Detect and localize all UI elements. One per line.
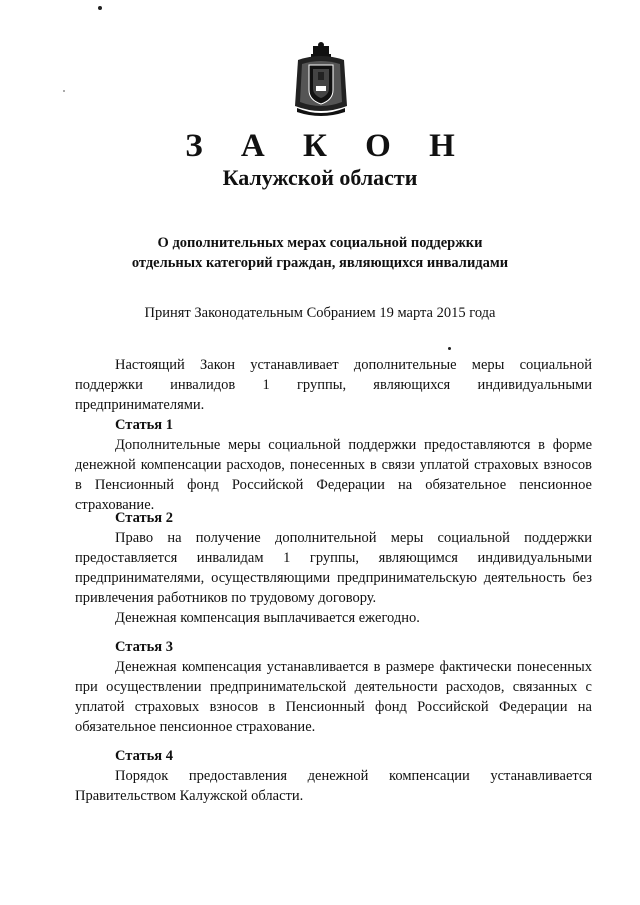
article-1 bbox=[75, 415, 592, 515]
law-title: З А К О Н bbox=[185, 128, 470, 164]
article-paragraph: Денежная компенсация выплачивается ежегодно. bbox=[115, 610, 420, 626]
article-heading: Статья 1 bbox=[115, 417, 173, 433]
intro-paragraph: Настоящий Закон устанавливает дополнительные меры социальной поддержки инвалидов 1 группы, являющихся индивидуальными предпринимателями. bbox=[75, 357, 592, 413]
law-subject bbox=[0, 233, 640, 273]
law-subject-line: О дополнительных мерах социальной поддержки bbox=[157, 235, 483, 251]
article-paragraph: Денежная компенсация устанавливается в размере фактически понесенных при осуществлении предпринимательской деятельности расходов, связанных с уплатой страховых взносов в Пенсионный фонд Российской Федерации на обязательное пенсионное страхование. bbox=[75, 659, 592, 735]
article-heading: Статья 4 bbox=[115, 748, 173, 764]
article-3 bbox=[75, 637, 592, 737]
law-region: Калужской области bbox=[222, 165, 418, 190]
article-paragraph: Порядок предоставления денежной компенсации устанавливается Правительством Калужской области. bbox=[75, 768, 592, 804]
scan-speck bbox=[63, 90, 65, 92]
law-subject-line: отдельных категорий граждан, являющихся инвалидами bbox=[131, 255, 509, 271]
scan-speck bbox=[98, 6, 102, 10]
article-4 bbox=[75, 746, 592, 806]
article-paragraph: Право на получение дополнительной меры социальной поддержки предоставляется инвалидам 1 группы, являющимся индивидуальными предпринимателями, осуществляющими предпринимательскую деятельность без привлечения работников по трудовому договору. bbox=[75, 530, 592, 606]
intro-section bbox=[75, 355, 592, 415]
article-2 bbox=[75, 508, 592, 628]
adoption-statement: Принят Законодательным Собранием 19 марта 2015 года bbox=[144, 305, 496, 321]
kaluga-coat-of-arms-icon bbox=[292, 42, 350, 118]
article-paragraph: Дополнительные меры социальной поддержки предоставляются в форме денежной компенсации расходов, понесенных в связи уплатой страховых взносов в Пенсионный фонд Российской Федерации на обязательное пенсионное страхование. bbox=[75, 437, 592, 513]
article-heading: Статья 3 bbox=[115, 639, 173, 655]
article-heading: Статья 2 bbox=[115, 510, 173, 526]
scan-speck bbox=[448, 347, 451, 350]
